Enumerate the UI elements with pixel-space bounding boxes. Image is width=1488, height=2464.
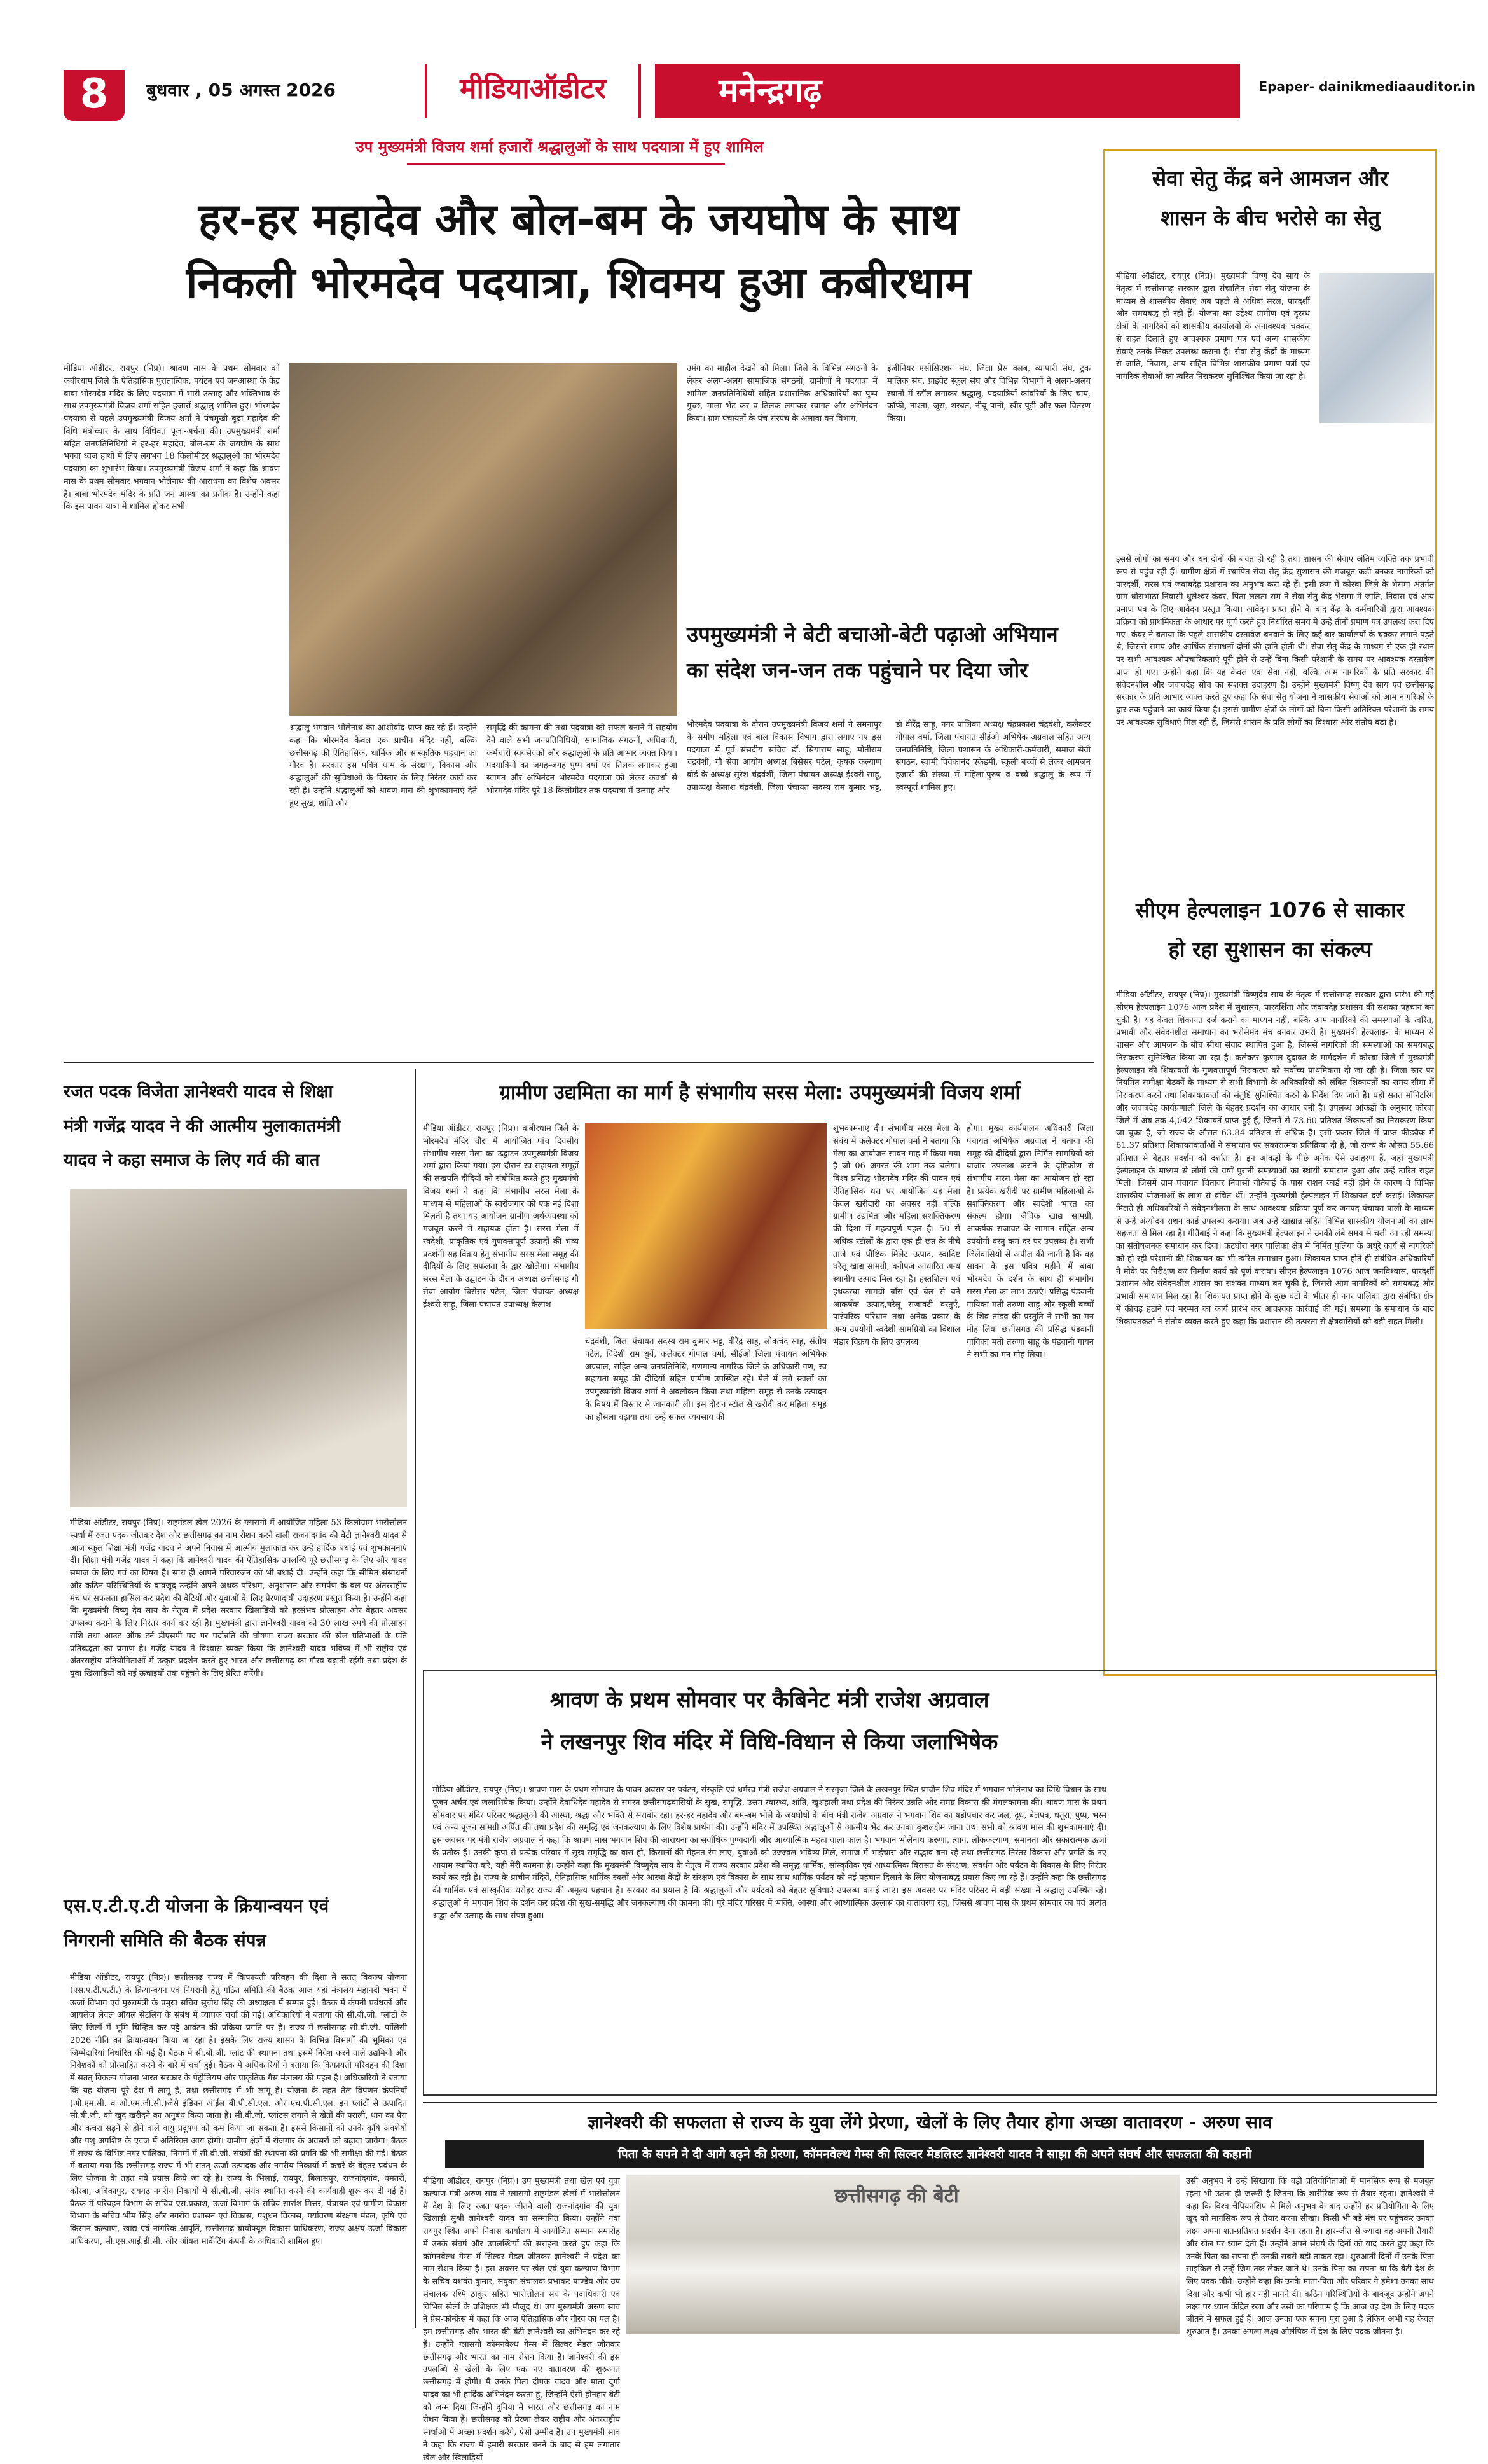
lead-col-4-text: उमंग का माहौल देखने को मिला। जिले के विभिन्न संगठनों के लेकर अलग-अलग सामाजिक संगठनों, ग्रामीणों ने पदयात्रा में शामिल जनप्रतिनिधियों सहित प्रशासनिक अधिकारियों का पुष्प गुच्छ, माला भेंट कर व तिलक लगाकर स्वागत और अभिनंदन किया। ग्राम पंचायतों के पंच-सरपंच के अलावा वन विभाग, xyxy=(687,364,878,424)
sat-body xyxy=(70,1972,407,2328)
gyan-col-4-text: उसी अनुभव ने उन्हें सिखाया कि बड़ी प्रतियोगिताओं में मानसिक रूप से मजबूत रहना भी उतना ही जरूरी है जितना कि शारीरिक रूप से तैयार रहना। ज्ञानेश्वरी ने कहा कि विश्व चैंपियनशिप से मिले अनुभव के बाद उन्होंने हर प्रतियोगिता के लिए खुद को मानसिक रूप से तैयार करना सीखा। किसी भी बड़े मंच पर पहुंचकर उनका लक्ष्य अपना शत-प्रतिशत प्रदर्शन देना रहता है। हार-जीत से ज्यादा वह अपनी तैयारी और खेल पर ध्यान देती हैं। उन्होंने अपने संघर्ष के दिनों को याद करते हुए कहा कि उनके पिता का सपना ही उनकी सबसे बड़ी ताकत रहा। शुरुआती दिनों में उनके पिता साइकिल से उन्हें जिम तक लेकर जाते थे। उनके पिता का सपना था कि बेटी देश के लिए पदक जीते। उन्होंने कहा कि उनके माता-पिता और परिवार ने हमेशा उनका साथ दिया और कभी भी हार नहीं मानने दी। कठिन परिस्थितियों के बावजूद उन्होंने अपने लक्ष्य पर ध्यान केंद्रित रखा और उसी का परिणाम है कि आज वह देश के लिए पदक जीतने में सफल हुई हैं। आज उनका एक सपना पूरा हुआ है लेकिन अभी यह केवल शुरुआत है। उनका अगला लक्ष्य ओलंपिक में देश के लिए पदक जीतना है। xyxy=(1186,2177,1434,2337)
rajat-photo xyxy=(70,1189,407,1507)
sewa-body-top xyxy=(1116,270,1310,550)
saras-col-3 xyxy=(833,1123,960,1660)
helpline-headline xyxy=(1110,890,1431,986)
sewa-photo xyxy=(1319,273,1434,423)
saras-col-4 xyxy=(967,1123,1094,1660)
beti-headline xyxy=(687,604,1091,712)
shravan-headline xyxy=(432,1679,1106,1781)
shravan-headline-line1: श्रावण के प्रथम सोमवार पर कैबिनेट मंत्री राजेश अग्रवाल xyxy=(549,1687,989,1713)
sewa-body-text: इससे लोगों का समय और धन दोनों की बचत हो रही है तथा शासन की सेवाएं अंतिम व्यक्ति तक प्रभावी रूप से पहुंच रही हैं। ग्रामीण क्षेत्रों में स्थापित सेवा सेतु केंद्र सुशासन की मजबूत कड़ी बनकर नागरिकों को पारदर्शी, सरल एवं जवाबदेह प्रशासन का अनुभव करा रहे हैं। इसी क्रम में कोरबा जिले के भैसमा अंतर्गत ग्राम धौराभाठा निवासी धुलेश्वर कंवर, पिता ललता राम ने सेवा सेतु केंद्र भैसमा में जाति, निवास एवं आय प्रमाण पत्र के लिए आवेदन प्रस्तुत किया। आवेदन प्राप्त होने के बाद केंद्र के कर्मचारियों द्वारा आवश्यक प्रक्रिया को प्राथमिकता के आधार पर पूर्ण करते हुए निर्धारित समय में उन्हें तीनों प्रमाण पत्र उपलब्ध करा दिए गए। कंवर ने बताया कि पहले शासकीय दस्तावेज बनवाने के लिए कई बार कार्यालयों के चक्कर लगाने पड़ते थे, जिससे समय और आर्थिक संसाधनों दोनों की हानि होती थी। सेवा सेतु केंद्र के माध्यम से एक ही स्थान पर सभी आवश्यक औपचारिकताएं पूरी होने से उन्हें बिना किसी परेशानी के समय पर आवश्यक दस्तावेज प्राप्त हो गए। उन्होंने कहा कि यह केवल एक सेवा नहीं, बल्कि आम नागरिकों के प्रति सरकार की संवेदनशील और जवाबदेह सोच का सशक्त उदाहरण है। उन्होंने मुख्यमंत्री विष्णु देव साय एवं छत्तीसगढ़ सरकार के प्रति आभार व्यक्त करते हुए कहा कि सेवा सेतु योजना ने शासकीय सेवाओं को आम नागरिकों के द्वार तक पहुंचाने का कार्य किया है। इससे ग्रामीण क्षेत्रों के लोगों को बिना किसी अतिरिक्त परेशानी के समय पर आवश्यक सुविधाएं मिल रही हैं, जिससे शासन के प्रति लोगों का विश्वास और संतोष बढ़ा है। xyxy=(1116,555,1434,728)
rajat-body-text: मीडिया ऑडीटर, रायपुर (निप्र)। राष्ट्रमंडल खेल 2026 के ग्लासगो में आयोजित महिला 53 किलोग्राम भारोत्तोलन स्पर्धा में रजत पदक जीतकर देश और छत्तीसगढ़ का नाम रोशन करने वाली राजनांदगांव की बेटी ज्ञानेश्वरी यादव से आज स्कूल शिक्षा मंत्री गजेंद्र यादव ने अपने निवास में आत्मीय मुलाकात कर उन्हें हार्दिक बधाई एवं शुभकामनाएं दीं। शिक्षा मंत्री गजेंद्र यादव ने कहा कि ज्ञानेश्वरी यादव की ऐतिहासिक उपलब्धि पूरे छत्तीसगढ़ के लिए और यादव समाज के लिए गर्व का विषय है। साथ ही आपने परिवारजन को भी बधाई दी। उन्होंने कहा कि सीमित संसाधनों और कठिन परिस्थितियों के बावजूद उन्होंने अपने अथक परिश्रम, अनुशासन और समर्पण के बल पर अंतरराष्ट्रीय मंच पर सफलता हासिल कर प्रदेश की बेटियों और युवाओं के लिए प्रेरणादायी उदाहरण प्रस्तुत किया है। उन्होंने कहा कि मुख्यमंत्री विष्णु देव साय के नेतृत्व में प्रदेश सरकार खिलाड़ियों को हरसंभव प्रोत्साहन और बेहतर अवसर उपलब्ध कराने के लिए निरंतर कार्य कर रही है। मुख्यमंत्री द्वारा ज्ञानेश्वरी यादव को 30 लाख रुपये की प्रोत्साहन राशि तथा आउट ऑफ टर्न डीएसपी पद पर पदोन्नति की घोषणा राज्य सरकार की खेल प्रतिभाओं के प्रति प्रतिबद्धता का प्रमाण है। गजेंद्र यादव ने विश्वास व्यक्त किया कि ज्ञानेश्वरी यादव भविष्य में भी राष्ट्रीय एवं अंतरराष्ट्रीय प्रतियोगिताओं में उत्कृष्ट प्रदर्शन करते हुए भारत और छत्तीसगढ़ का गौरव बढ़ाती रहेंगी तथा प्रदेश के युवा खिलाड़ियों को नई ऊंचाइयों तक पहुंचने के लिए प्रेरित करेंगी। xyxy=(70,1518,407,1678)
gyan-col-4 xyxy=(1186,2175,1434,2337)
helpline-headline-line2: हो रहा सुशासन का संकल्प xyxy=(1168,937,1372,962)
rajat-headline-line3: यादव ने कहा समाज के लिए गर्व की बात xyxy=(64,1151,320,1170)
rajat-top-rule xyxy=(64,1062,1094,1063)
beti-body xyxy=(687,719,1091,1049)
rajat-headline-line2: मंत्री गजेंद्र यादव ने की आत्मीय मुलाकातमंत्री xyxy=(64,1116,341,1136)
saras-col-1 xyxy=(423,1123,579,1660)
saras-col-4-text: होगा। मुख्य कार्यपालन अधिकारी जिला पंचायत अभिषेक अग्रवाल ने बताया की समूह की दीदियों द्वारा निर्मित सामग्रियों को बाजार उपलब्ध कराने के दृष्टिकोण से संभागीय सरस मेला का आयोजन हो रहा है। प्रत्येक खरीदी पर ग्रामीण महिलाओं के सशक्तिकरण और स्वदेशी भारत का संकल्प होगा। जैविक खाद्य सामग्री, आकर्षक सजावट के सामान सहित अन्य उपयोगी वस्तु कम दर पर उपलब्ध है। सभी जिलेवासियों से अपील की जाती है कि वह सावन के इस पवित्र महीने में बाबा भोरमदेव के दर्शन के साथ ही संभागीय सरस मेला का लाभ उठाएं। प्रसिद्ध पंडवानी गायिका मती तरुणा साहू और स्कूली बच्चों के शिव तांडव की प्रस्तुति ने सभी का मन मोह लिया छत्तीसगढ़ की प्रसिद्ध पंडवानी गायिका मती तरुणा साहू के पंडवानी गायन ने सभी का मन मोह लिया। xyxy=(967,1124,1094,1360)
lead-col-4 xyxy=(687,363,878,598)
sat-headline-line1: एस.ए.टी.ए.टी योजना के क्रियान्वयन एवं xyxy=(64,1895,329,1916)
shravan-headline-line2: ने लखनपुर शिव मंदिर में विधि-विधान से किया जलाभिषेक xyxy=(541,1729,998,1755)
paper-logo-text: मीडियाऑडीटर xyxy=(460,73,606,105)
city-name: मनेन्द्रगढ़ xyxy=(719,72,822,110)
lead-headline-line1: हर-हर महादेव और बोल-बम के जयघोष के साथ xyxy=(198,195,960,245)
sat-headline-line2: निगरानी समिति की बैठक संपन्न xyxy=(64,1930,266,1951)
rajat-body xyxy=(70,1517,407,1883)
sewa-headline xyxy=(1110,159,1431,261)
lead-col-3-text: समृद्धि की कामना की तथा पदयात्रा को सफल बनाने में सहयोग देने वाले सभी जनप्रतिनिधियों, सामाजिक संगठनों, अधिकारी, कर्मचारी स्वयंसेवकों और श्रद्धालुओं के प्रति आभार व्यक्त किया।पदयात्रियों का जगह-जगह पुष्प वर्षा एवं तिलक लगाकर हुआ स्वागत और अभिनंदन भोरमदेव पदयात्रा को लेकर कवर्धा से भोरमदेव मंदिर पूरे 18 किलोमीटर तक पदयात्रा में उत्साह और xyxy=(486,723,677,796)
gyan-top-rule xyxy=(423,2102,1437,2103)
lead-col-1 xyxy=(64,363,280,1056)
lead-col-3 xyxy=(486,722,677,1053)
gyan-col-1 xyxy=(423,2175,620,2463)
rajat-headline-line1: रजत पदक विजेता ज्ञानेश्वरी यादव से शिक्षा xyxy=(64,1082,333,1102)
helpline-body-text: मीडिया ऑडीटर, रायपुर (निप्र)। मुख्यमंत्री विष्णुदेव साय के नेतृत्व में छत्तीसगढ़ सरकार द्वारा प्रारंभ की गई सीएम हेल्पलाइन 1076 आज प्रदेश में सुशासन, पारदर्शिता और जवाबदेह प्रशासन की सशक्त पहचान बन चुकी है। यह केवल शिकायत दर्ज कराने का माध्यम नहीं, बल्कि आम नागरिकों की समस्याओं के त्वरित, प्रभावी और संवेदनशील समाधान का भरोसेमंद मंच बनकर उभरी है। मुख्यमंत्री हेल्पलाइन के माध्यम से शासन और आमजन के बीच सीधा संवाद स्थापित हुआ है, जिससे नागरिकों की समस्याओं का समयबद्ध निराकरण सुनिश्चित किया जा रहा है। कलेक्टर कुणाल दुदावत के मार्गदर्शन में कोरबा जिले में मुख्यमंत्री हेल्पलाइन की शिकायतों के गुणवत्तापूर्ण निराकरण को सर्वोच्च प्राथमिकता दी जा रही है। जिला स्तर पर नियमित समीक्षा बैठकों के माध्यम से सभी विभागों के अधिकारियों को लंबित शिकायतों का समय-सीमा में निराकरण करने तथा शिकायतकर्ता की संतुष्टि सुनिश्चित करने के निर्देश दिए जाते हैं। यही सतत मॉनिटरिंग और जवाबदेह कार्यप्रणाली जिले के बेहतर प्रदर्शन का आधार बनी है। उपलब्ध आंकड़ों के अनुसार कोरबा जिले में अब तक 4,042 शिकायतें प्राप्त हुई हैं, जिनमें से 73.60 प्रतिशत शिकायतों का निराकरण किया जा चुका है, जो राज्य के औसत 63.84 प्रतिशत से अधिक है। इसी प्रकार जिले में प्राप्त फीडबैक में 61.37 प्रतिशत शिकायतकर्ताओं ने समाधान पर सकारात्मक प्रतिक्रिया दी है, जो राज्य के औसत 55.66 प्रतिशत से बेहतर प्रदर्शन को दर्शाता है। इन आंकड़ों के पीछे अनेक ऐसे उदाहरण हैं, जहां मुख्यमंत्री हेल्पलाइन के माध्यम से लोगों की वर्षों पुरानी समस्याओं का स्थायी समाधान हुआ और उन्हें त्वरित राहत मिली। जिसमें ग्राम पंचायत चितावर निवासी गीतैबाई के पास राशन कार्ड नहीं होने के कारण वे विभिन्न शासकीय योजनाओं के लाभ से वंचित थीं। उन्होंने मुख्यमंत्री हेल्पलाइन में शिकायत दर्ज कराई। शिकायत मिलते ही अधिकारियों ने संवेदनशीलता के साथ आवश्यक प्रक्रिया पूर्ण कर जनपद पंचायत पाली के माध्यम से उन्हें अंत्योदय राशन कार्ड उपलब्ध कराया। अब उन्हें खाद्यान्न सहित विभिन्न शासकीय योजनाओं का लाभ सहजता से मिल रहा है। गीतैबाई ने कहा कि मुख्यमंत्री हेल्पलाइन ने उनकी लंबे समय से चली आ रही समस्या का संतोषजनक समाधान कर दिया। कटघोरा नगर पालिका क्षेत्र में निर्मित पुलिया के अधूरे कार्य से नागरिकों को हो रही परेशानी की शिकायत का भी त्वरित समाधान हुआ। शिकायत प्राप्त होते ही संबंधित अधिकारियों ने मौके पर निरीक्षण कर निर्माण कार्य को पूर्ण कराया। सीएम हेल्पलाइन 1076 आज जनविश्वास, पारदर्शी प्रशासन और संवेदनशील शासन का सशक्त माध्यम बन चुकी है, जिससे आम नागरिकों को समयबद्ध और प्रभावी समाधान मिल रहा है। शिकायत प्राप्त होने के कुछ घंटों के भीतर ही नगर पालिका द्वारा संबंधित क्षेत्र में कीचड़ हटाने एवं मरम्मत का कार्य प्रारंभ कर आवश्यक कार्रवाई की गई। समस्या के समाधान के बाद शिकायतकर्ता ने संतोष व्यक्त करते हुए कहा कि प्रशासन की तत्परता से क्षेत्रवासियों को बड़ी राहत मिली। xyxy=(1116,990,1434,1327)
gyan-subhead: पिता के सपने ने दी आगे बढ़ने की प्रेरणा, कॉमनवेल्थ गेम्स की सिल्वर मेडलिस्ट ज्ञानेश्वरी यादव ने साझा की अपने संघर्ष और सफलता की कहानी xyxy=(617,2147,1252,2161)
lead-photo xyxy=(289,363,677,716)
saras-headline: ग्रामीण उद्यमिता का मार्ग है संभागीय सरस मेला: उपमुख्यमंत्री विजय शर्मा xyxy=(499,1081,1021,1104)
lead-col-5-text: इंजीनियर एसोसिएशन संघ, जिला प्रेस क्लब, व्यापारी संघ, ट्रक मालिक संघ, प्राइवेट स्कूल संघ और विभिन्न विभागों ने अलग-अलग स्थानों में स्टॉल लगाकर श्रद्धालु, पदयात्रियों कांवरियों के लिए चाय, कॉफी, नाश्ता, जूस, शरबत, नीबू पानी, खीर-पुड़ी और फल वितरण किया। xyxy=(887,364,1091,424)
sat-headline xyxy=(64,1889,413,1965)
masthead xyxy=(0,0,1488,118)
helpline-body xyxy=(1116,989,1434,1673)
lead-col-5 xyxy=(887,363,1091,598)
lead-col-2 xyxy=(289,722,477,1053)
beti-headline-line1: उपमुख्यमंत्री ने बेटी बचाओ-बेटी पढ़ाओ अभियान xyxy=(687,622,1058,647)
sewa-headline-line1: सेवा सेतु केंद्र बने आमजन और xyxy=(1152,166,1389,191)
gyan-headline: ज्ञानेश्वरी की सफलता से राज्य के युवा लेंगे प्रेरणा, खेलों के लिए तैयार होगा अच्छा वातावरण - अरुण साव xyxy=(588,2112,1272,2133)
saras-col-2-text: चंद्रवंशी, जिला पंचायत सदस्य राम कुमार भट्ट, वीरेंद्र साहू, लोकचंद साहू, संतोष पटेल, विदेशी राम धुर्वे, कलेक्टर गोपाल वर्मा, सीईओ जिला पंचायत अभिषेक अग्रवाल, सहित अन्य जनप्रतिनिधि, गणमान्य नागरिक जिले के अधिकारी गण, स्व सहायता समूह की दीदियों सहित ग्रामीण उपस्थित रहे। मेले में लगे स्टालों का उपमुख्यमंत्री विजय शर्मा ने अवलोकन किया तथा महिला समूह से उनके उत्पादन के विषय में विस्तार से जानकारी ली। इस दौरान स्टॉल से खरीदी कर महिला समूह का हौसला बढ़ाया तथा उन्हें सफल व्यवसाय की xyxy=(585,1337,827,1422)
sewa-headline-line2: शासन के बीच भरोसे का सेतु xyxy=(1160,205,1381,230)
lead-headline-line2: निकली भोरमदेव पदयात्रा, शिवमय हुआ कबीरधाम xyxy=(186,258,972,308)
beti-headline-line2: का संदेश जन-जन तक पहुंचाने पर दिया जोर xyxy=(687,658,1028,682)
gyan-photo-banner: छत्तीसगढ़ की बेटी xyxy=(834,2185,959,2207)
shravan-body xyxy=(432,1784,1106,2089)
gyan-col-1-text: मीडिया ऑडीटर, रायपुर (निप्र)। उप मुख्यमंत्री तथा खेल एवं युवा कल्याण मंत्री अरुण साव ने ग्लासगो राष्ट्रमंडल खेलों में भारोत्तोलन में देश के लिए रजत पदक जीतने वाली राजनांदगांव की युवा खिलाड़ी सुश्री ज्ञानेश्वरी यादव का सम्मानित किया। उन्होंने नवा रायपुर स्थित अपने निवास कार्यालय में आयोजित सम्मान समारोह में उनके संघर्ष और उपलब्धियों की सराहना करते हुए कहा कि कॉमनवेल्थ गेम्स में सिल्वर मेडल जीतकर ज्ञानेश्वरी ने प्रदेश का नाम रोशन किया है। इस अवसर पर खेल एवं युवा कल्याण विभाग के सचिव यशवंत कुमार, संयुक्त संचालक प्रभाकर पाण्डेय और उप संचालक रश्मि ठाकुर सहित भारोत्तोलन संघ के पदाधिकारी एवं विभिन्न खेलों के प्रशिक्षक भी मौजूद थे। उप मुख्यमंत्री अरुण साव ने प्रेस-कॉन्फ्रेंस में कहा कि आज ऐतिहासिक और गौरव का पल है। हम छत्तीसगढ़ और भारत की बेटी ज्ञानेश्वरी का अभिनंदन कर रहे हैं। उन्होंने ग्लासगो कॉमनवेल्थ गेम्स में सिल्वर मेडल जीतकर छत्तीसगढ़ और भारत का नाम रोशन किया है। ज्ञानेश्वरी की इस उपलब्धि से खेलों के लिए एक नए वातावरण की शुरुआत छत्तीसगढ़ में होगी। मैं उनके पिता दीपक यादव और माता दुर्गा यादव का भी हार्दिक अभिनंदन करता हूं, जिन्होंने ऐसी होनहार बेटी को जन्म दिया जिन्होंने दुनिया में भारत और छत्तीसगढ़ का नाम रोशन किया है। छत्तीसगढ़ को प्रेरणा लेकर राष्ट्रीय और अंतरराष्ट्रीय स्पर्धाओं में अच्छा प्रदर्शन करेंगे, ऐसी उम्मीद है। उप मुख्यमंत्री साव ने कहा कि राज्य में हमारी सरकार बनने के बाद से हम लगातार खेल और खिलाड़ियों xyxy=(423,2177,620,2463)
sewa-body xyxy=(1116,553,1434,884)
kicker-underline xyxy=(407,163,725,165)
sat-body-text: मीडिया ऑडीटर, रायपुर (निप्र)। छत्तीसगढ़ राज्य में किफायती परिवहन की दिशा में सतत् विकल्प योजना (एस.ए.टी.ए.टी.) के क्रियान्वयन एवं निगरानी हेतु गठित समिति की बैठक आज यहां मंत्रालय महानदी भवन में ऊर्जा विभाग एवं मुख्यमंत्री के प्रमुख सचिव सुबोध सिंह की अध्यक्षता में सम्पन्न हुई। बैठक में कंपनी प्रबंधकों और आयलेज लेवल ऑयल सेटलिंग के संबंध में व्यापक चर्चा की गई। अधिकारियों ने बताया की सी.बी.जी. प्लांटों के लिए जिलों में भूमि चिन्हित कर पट्टे आवंटन की प्रक्रिया प्रगति पर है। राज्य में छत्तीसगढ़ सी.बी.जी. पॉलिसी 2026 नीति का क्रियान्वयन किया जा रहा है। इसके लिए राज्य शासन के विभिन्न विभागों की भूमिका एवं जिम्मेदारियां निर्धारित की गई हैं। बैठक में सी.बी.जी. प्लांट की स्थापना तथा इसमें निवेश करने वाले उद्यमियों और निवेशकों को प्रोत्साहित करने के बारे में चर्चा हुई। बैठक में अधिकारियों ने बताया कि किफायती परिवहन की दिशा में सतत् विकल्प योजना भारत सरकार के पेट्रोलियम और प्राकृतिक गैस मंत्रालय की पहल है। अधिकारियों ने बताया कि यह योजना पूरे देश में लागू है, तथा छत्तीसगढ़ में भी लागू है। योजना के तहत तेल विपणन कंपनियों (ओ.एम.सी. व ओ.एम.जी.सी.)जैसे इंडियन ऑईल बी.पी.सी.एल. और एच.पी.सी.एल. इन प्लांटों से उत्पादित सी.बी.जी. को खुद खरीदने का अनुबंध किया जाता है। सी.बी.जी. प्लांटस लगाने से खेतों की पराली, धान का पैरा और कचरा सड़ने से होने वाले वायु प्रदूषण को कम किया जा सकता है। इससे किसानों को उनके कृषि अवशेषों और पशु अपशिष्ट के एवज में अतिरिक्त आय होगी। ग्रामीण क्षेत्रों में रोजगार के अवसरों को बढ़ावा जायेगा। बैठक में राज्य के विभिन्न नगर पालिका, निगमों में सी.बी.जी. संयंत्रों की स्थापना की प्रगति की भी समीक्षा की गई। बैठक में बताया गया कि छत्तीसगढ़ राज्य में भी सतत् ऊर्जा उत्पादक और नगरीय निकायों में कचरे के बेहतर प्रबंधन के लिए योजना के तहत नये प्रयास किये जा रहे हैं। राज्य के भिलाई, रायपुर, बिलासपुर, राजनांदगांव, धमतरी, कोरबा, अंबिकापुर, रायगढ़ नगरीय निकायों में सी.बी.जी. संयंत्र स्थापित करने की कार्यवाही शुरू कर दी गई है। बैठक में परिवहन विभाग के सचिव एस.प्रकाश, ऊर्जा विभाग के सचिव सारांश मित्तर, पंचायत एवं ग्रामीण विकास विभाग के सचिव भीम सिंह और नगरीय प्रशासन एवं विकास, पशुधन विकास, पर्यावरण संरक्षण मंडल, कृषि एवं किसान कल्याण, खाद्य एवं नागरिक आपूर्ति, छत्तीसगढ़ बायोफ्यूल विकास प्राधिकरण, राज्य अक्षय ऊर्जा विकास प्राधिकरण, सी.एस.आई.डी.सी. और ऑयल मार्केटिंग कंपनी के अधिकारी शामिल हुए। xyxy=(70,1973,407,2246)
paper-logo xyxy=(425,64,641,118)
rajat-headline xyxy=(64,1075,413,1183)
lead-headline xyxy=(64,188,1094,322)
epaper-url[interactable]: Epaper- dainikmediaauditor.in xyxy=(1258,79,1475,94)
beti-body-text: भोरमदेव पदयात्रा के दौरान उपमुख्यमंत्री विजय शर्मा ने समनापुर के समीप महिला एवं बाल विकास विभाग द्वारा लगाए गए इस पदयात्रा में पूर्व संसदीय सचिव डॉ. सियाराम साहू, मोतीराम चंद्रवंशी, गौ सेवा आयोग अध्यक्ष बिसेसर पटेल, कृषक कल्याण बोर्ड के अध्यक्ष सुरेश चंद्रवंशी, जिला पंचायत अध्यक्ष ईश्वरी साहू, उपाध्यक्ष कैलाश चंद्रवंशी, जिला पंचायत सदस्य राम कुमार भट्ट, डॉ वीरेंद्र साहू, नगर पालिका अध्यक्ष चंद्रप्रकाश चंद्रवंशी, कलेक्टर गोपाल वर्मा, जिला पंचायत सीईओ अभिषेक अग्रवाल सहित अन्य जनप्रतिनिधि, जिला प्रशासन के अधिकारी-कर्मचारी, समाज सेवी संगठन, स्वामी विवेकानंद एकेडमी, स्कूली बच्चों से लेकर आमजन हजारों की संख्या में महिला-पुरुष व बच्चे श्रद्धालु के रूप में स्वस्फूर्त शामिल हुए। xyxy=(687,720,1091,792)
sewa-body-top-text: मीडिया ऑडीटर, रायपुर (निप्र)। मुख्यमंत्री विष्णु देव साय के नेतृत्व में छत्तीसगढ़ सरकार द्वारा संचालित सेवा सेतु योजना के माध्यम से शासकीय सेवाएं अब पहले से अधिक सरल, पारदर्शी और समयबद्ध हो रही हैं। योजना का उद्देश्य ग्रामीण एवं दूरस्थ क्षेत्रों के नागरिकों को शासकीय कार्यालयों के अनावश्यक चक्कर से राहत दिलाते हुए आवश्यक प्रमाण पत्र एवं अन्य शासकीय सेवाएं उनके निकट उपलब्ध कराना है। सेवा सेतु केंद्रों के माध्यम से जाति, निवास, आय सहित विभिन्न शासकीय प्रमाण पत्रों एवं नागरिक सेवाओं का त्वरित निराकरण सुनिश्चित किया जा रहा है। xyxy=(1116,272,1310,382)
helpline-headline-line1: सीएम हेल्पलाइन 1076 से साकार xyxy=(1135,897,1405,922)
page-number: 8 xyxy=(79,71,109,118)
lead-col-2-text: श्रद्धालु भगवान भोलेनाथ का आशीर्वाद प्राप्त कर रहे हैं। उन्होंने कहा कि भोरमदेव केवल एक प्राचीन मंदिर नहीं, बल्कि छत्तीसगढ़ की ऐतिहासिक, धार्मिक और सांस्कृतिक पहचान का गौरव है। सरकार इस पवित्र धाम के संरक्षण, विकास और श्रद्धालुओं की सुविधाओं के विस्तार के लिए निरंतर कार्य कर रही है। उन्होंने श्रद्धालुओं को श्रावण मास की शुभकामनाएं देते हुए सुख, शांति और xyxy=(289,723,477,808)
issue-date: बुधवार , 05 अगस्त 2026 xyxy=(146,80,336,100)
lead-kicker: उप मुख्यमंत्री विजय शर्मा हजारों श्रद्धालुओं के साथ पदयात्रा में हुए शामिल xyxy=(355,138,764,156)
saras-col-2 xyxy=(585,1336,827,1660)
saras-col-1-text: मीडिया ऑडीटर, रायपुर (निप्र)। कबीरधाम जिले के भोरमदेव मंदिर चौरा में आयोजित पांच दिवसीय संभागीय सरस मेला का उद्घाटन उपमुख्यमंत्री विजय शर्मा द्वारा किया गया। इस दौरान स्व-सहायता समूहों की लखपति दीदियों को संबोधित करते हुए मुख्यमंत्री विजय शर्मा ने कहा कि संभागीय सरस मेला के माध्यम से महिलाओं के स्वरोजगार को एक नई दिशा मिलती है तथा यह आयोजन ग्रामीण अर्थव्यवस्था को मजबूत करने में सहायक होता है। सरस मेला में स्वदेशी, प्राकृतिक एवं गुणवत्तापूर्ण उत्पादों की भव्य प्रदर्शनी सह विक्रय हेतु संभागीय सरस मेला समूह की दीदियों के लिए सफलता के द्वार खोलेगा। संभागीय सरस मेला के उद्घाटन के दौरान अध्यक्ष छत्तीसगढ़ गौ सेवा आयोग बिसेसर पटेल, जिला पंचायत अध्यक्ष ईश्वरी साहू, जिला पंचायत उपाध्यक्ष कैलाश xyxy=(423,1124,579,1310)
lead-col-1-text: मीडिया ऑडीटर, रायपुर (निप्र)। श्रावण मास के प्रथम सोमवार को कबीरधाम जिले के ऐतिहासिक पुरातात्विक, पर्यटन एवं जनआस्था के केंद्र बाबा भोरमदेव मंदिर के लिए पदयात्रा में भारी उत्साह और भक्तिभाव के साथ उपमुख्यमंत्री विजय शर्मा सहित हजारों श्रद्धालु शामिल हुए। भोरमदेव पदयात्रा से पहले उपमुख्यमंत्री विजय शर्मा ने पंचमुखी बूढ़ा महादेव की विधि मंत्रोच्चार के साथ विधिवत पूजा-अर्चना की। उपमुख्यमंत्री शर्मा सहित जनप्रतिनिधियों ने हर-हर महादेव, बोल-बम के जयघोष के साथ भगवा ध्वज हाथों में लिए लगभग 18 किलोमीटर श्रद्धालुओं का भोरमदेव पदयात्रा का शुभारंभ किया। उपमुख्यमंत्री विजय शर्मा ने कहा कि श्रावण मास के प्रथम सोमवार भगवान भोलेनाथ की आराधना का विशेष अवसर है। बाबा भोरमदेव मंदिर के प्रति जन आस्था का प्रतीक है। उन्होंने कहा कि इस पावन यात्रा में शामिल होकर सभी xyxy=(64,364,280,512)
left-vertical-rule xyxy=(415,1069,416,2328)
shravan-body-text: मीडिया ऑडीटर, रायपुर (निप्र)। श्रावण मास के प्रथम सोमवार के पावन अवसर पर पर्यटन, संस्कृति एवं धर्मस्व मंत्री राजेश अग्रवाल ने सरगुजा जिले के लखनपुर स्थित प्राचीन शिव मंदिर में भगवान भोलेनाथ का विधि-विधान के साथ पूजन-अर्चन एवं जलाभिषेक किया। उन्होंने देवाधिदेव महादेव से समस्त छत्तीसगढ़वासियों के सुख, समृद्धि, उत्तम स्वास्थ्य, शांति, खुशहाली तथा प्रदेश की निरंतर उन्नति और समग्र विकास की मंगलकामना की। श्रावण मास के प्रथम सोमवार पर मंदिर परिसर श्रद्धालुओं की आस्था, श्रद्धा और भक्ति से सराबोर रहा। हर-हर महादेव और बम-बम भोले के जयघोषों के बीच मंत्री राजेश अग्रवाल ने भगवान शिव का षडोपचार कर जल, दूध, बेलपत्र, धतूरा, पुष्प, भस्म एवं अन्य पूजन सामग्री अर्पित की तथा प्रदेश की समृद्धि एवं जनकल्याण के लिए विशेष प्रार्थना की। उन्होंने मंदिर में उपस्थित श्रद्धालुओं से आत्मीय भेंट कर उनका कुशलक्षेम जाना तथा सभी को श्रावण मास की शुभकामनाएं दीं। इस अवसर पर मंत्री राजेश अग्रवाल ने कहा कि श्रावण मास भगवान शिव की आराधना का सर्वाधिक पुण्यदायी और आध्यात्मिक महत्व वाला काल है। भगवान भोलेनाथ करुणा, त्याग, लोककल्याण, समानता और सकारात्मक ऊर्जा के प्रतीक हैं। उनकी कृपा से प्रत्येक परिवार में सुख-समृद्धि का वास हो, किसानों की मेहनत रंग लाए, युवाओं को उज्ज्वल भविष्य मिले, समाज में भाईचारा और सद्भाव बना रहे तथा छत्तीसगढ़ निरंतर विकास और प्रगति के नए आयाम स्थापित करे, यही मेरी कामना है। उन्होंने कहा कि मुख्यमंत्री विष्णुदेव साय के नेतृत्व में राज्य सरकार प्रदेश की समृद्ध धार्मिक, सांस्कृतिक एवं आध्यात्मिक विरासत के संरक्षण, संवर्धन और पर्यटन के विकास के लिए निरंतर कार्य कर रही है। राज्य के प्राचीन मंदिरों, ऐतिहासिक धार्मिक स्थलों और आस्था केंद्रों के संरक्षण एवं विकास के साथ-साथ धार्मिक पर्यटन को नई पहचान दिलाने के लिए योजनाबद्ध प्रयास किए जा रहे हैं। उन्होंने कहा कि छत्तीसगढ़ की धार्मिक एवं सांस्कृतिक धरोहर राज्य की अमूल्य पहचान है। सरकार का प्रयास है कि श्रद्धालुओं और पर्यटकों को बेहतर सुविधाएं उपलब्ध कराई जाएं। इस अवसर पर मंदिर परिसर में बड़ी संख्या में श्रद्धालु उपस्थित रहे। श्रद्धालुओं ने भगवान शिव के दर्शन कर प्रदेश की सुख-समृद्धि और जनकल्याण की कामना की। पूरे मंदिर परिसर में भक्ति, आस्था और आध्यात्मिक उल्लास का वातावरण रहा, जिससे श्रावण मास के प्रथम सोमवार का पर्व अत्यंत श्रद्धा और उत्साह के साथ संपन्न हुआ। xyxy=(432,1785,1107,1921)
saras-col-3-text: शुभकामनाएं दी। संभागीय सरस मेला के संबंध में कलेक्टर गोपाल वर्मा ने बताया कि मेला का आयोजन सावन माह में किया गया है जो 06 अगस्त की शाम तक चलेगा। विश्व प्रसिद्ध भोरमदेव मंदिर की पावन एवं ऐतिहासिक धरा पर आयोजित यह मेला केवल खरीदारी का अवसर नहीं बल्कि ग्रामीण उद्यमिता और महिला सशक्तिकरण की दिशा में महत्वपूर्ण पहल है। 50 से अधिक स्टॉलों के द्वारा एक ही छत के नीचे ताजे एवं पौष्टिक मिलेट उत्पाद, स्वादिष्ट घरेलू खाद्य सामग्री, वनोपज आधारित अन्य स्थानीय उत्पाद मिल रहा है। हस्तशिल्प एवं हथकरघा सामग्री बाँस एवं बेल से बने आकर्षक उत्पाद,घरेलू सजावटी वस्तुएँ, पारंपरिक परिधान तथा अनेक प्रकार के अन्य उपयोगी स्वदेशी सामग्रियों का विशाल भंडार विक्रय के लिए उपलब्ध xyxy=(833,1124,960,1347)
saras-photo xyxy=(585,1123,827,1329)
